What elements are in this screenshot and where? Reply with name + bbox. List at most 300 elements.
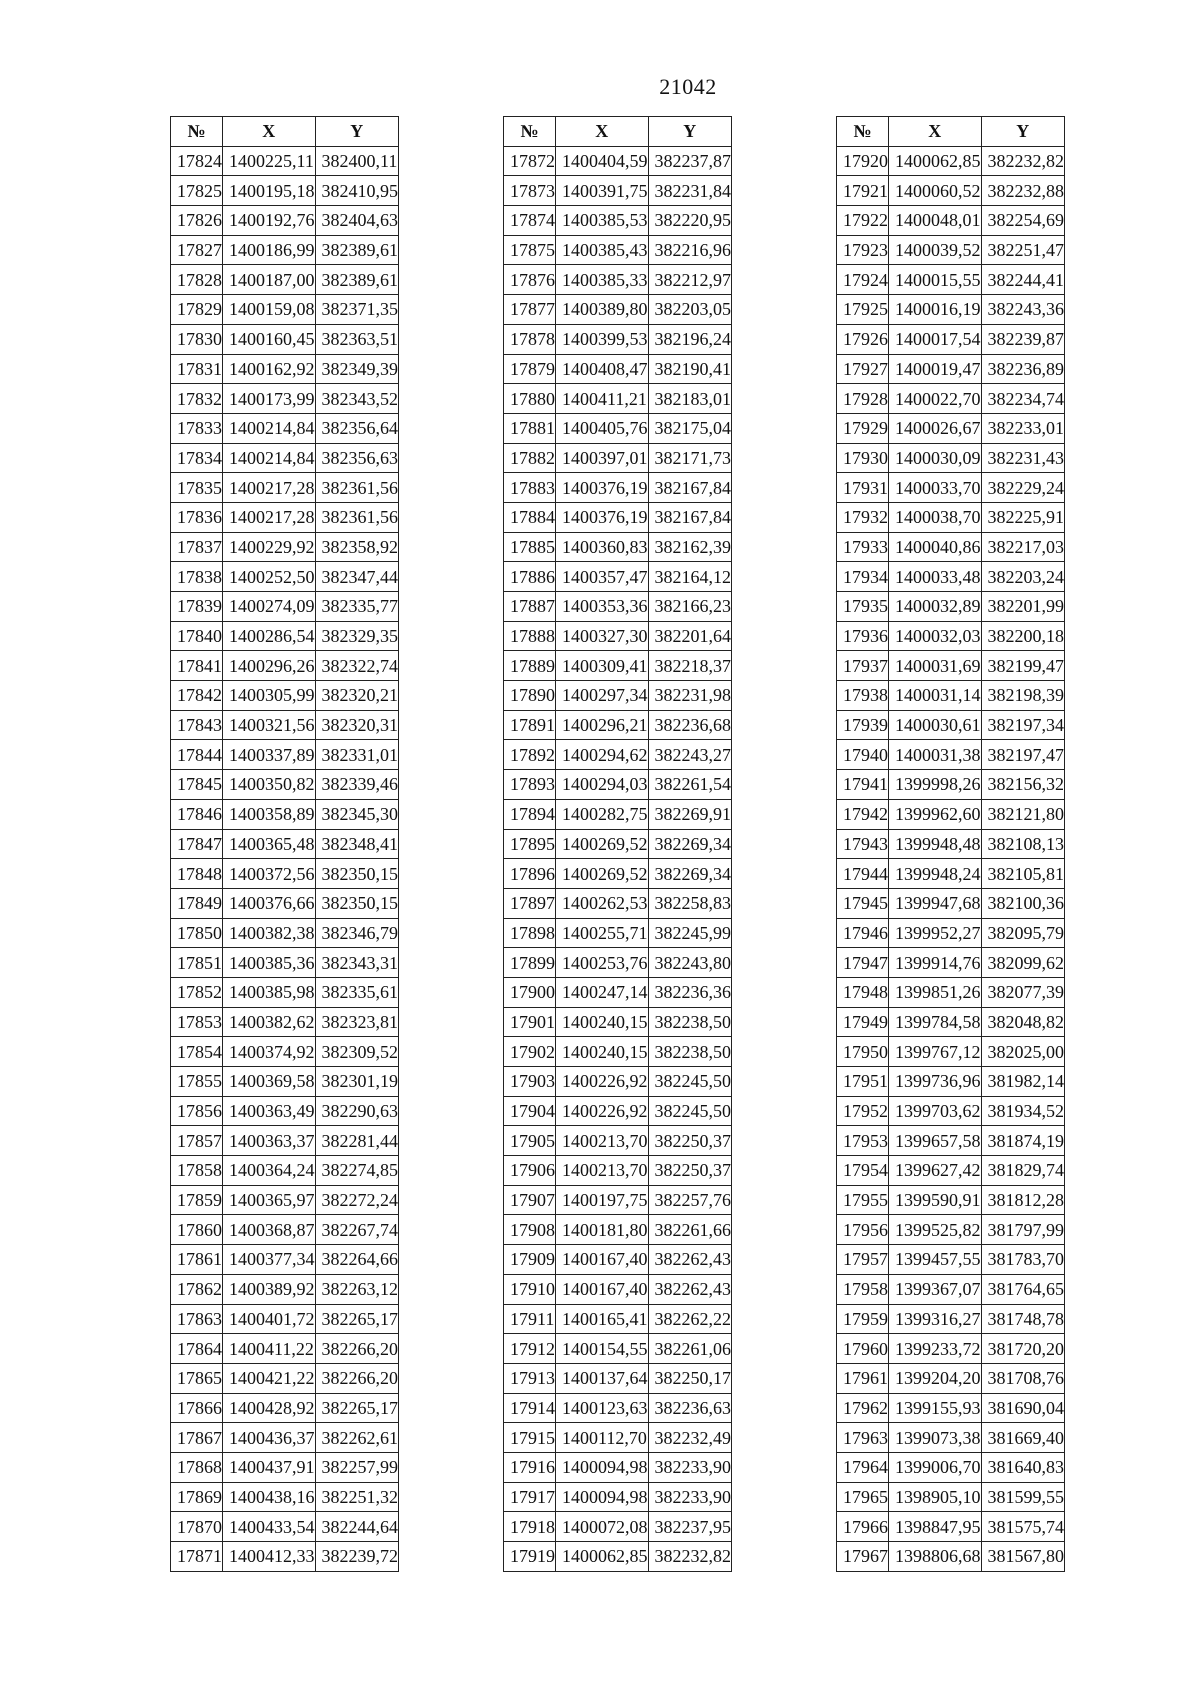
table-row bbox=[504, 1363, 732, 1393]
x-coordinate-cell: 1400385,98 bbox=[223, 977, 316, 1007]
point-number-cell: 17954 bbox=[837, 1156, 889, 1186]
table-row bbox=[171, 740, 399, 770]
x-coordinate-cell: 1400376,66 bbox=[223, 888, 316, 918]
table-row bbox=[171, 1185, 399, 1215]
x-coordinate-cell: 1400296,21 bbox=[556, 710, 649, 740]
point-number-cell: 17921 bbox=[837, 176, 889, 206]
point-number-cell: 17963 bbox=[837, 1423, 889, 1453]
table-row bbox=[171, 1423, 399, 1453]
table-row bbox=[171, 1007, 399, 1037]
y-coordinate-cell: 382197,34 bbox=[981, 710, 1065, 740]
table-row bbox=[504, 829, 732, 859]
x-coordinate-cell: 1400019,47 bbox=[889, 354, 982, 384]
table-row bbox=[171, 443, 399, 473]
table-row bbox=[171, 146, 399, 176]
x-coordinate-cell: 1400358,89 bbox=[223, 799, 316, 829]
x-coordinate-cell: 1399525,82 bbox=[889, 1215, 982, 1245]
x-coordinate-cell: 1400376,19 bbox=[556, 502, 649, 532]
y-coordinate-cell: 382196,24 bbox=[648, 324, 732, 354]
y-coordinate-cell: 381720,20 bbox=[981, 1334, 1065, 1364]
y-coordinate-cell: 382095,79 bbox=[981, 918, 1065, 948]
x-coordinate-cell: 1400031,14 bbox=[889, 681, 982, 711]
table-row bbox=[504, 651, 732, 681]
point-number-cell: 17841 bbox=[171, 651, 223, 681]
point-number-cell: 17966 bbox=[837, 1512, 889, 1542]
point-number-cell: 17893 bbox=[504, 770, 556, 800]
x-coordinate-cell: 1400192,76 bbox=[223, 206, 316, 236]
table-row bbox=[504, 562, 732, 592]
page-number: 21042 bbox=[659, 74, 717, 99]
y-coordinate-cell: 382203,05 bbox=[648, 295, 732, 325]
x-coordinate-cell: 1400016,19 bbox=[889, 295, 982, 325]
y-coordinate-cell: 382339,46 bbox=[315, 770, 399, 800]
x-coordinate-cell: 1400154,55 bbox=[556, 1334, 649, 1364]
point-number-cell: 17866 bbox=[171, 1393, 223, 1423]
table-row bbox=[504, 710, 732, 740]
x-coordinate-cell: 1400412,33 bbox=[223, 1542, 316, 1572]
y-coordinate-cell: 382233,90 bbox=[648, 1482, 732, 1512]
point-number-cell: 17907 bbox=[504, 1185, 556, 1215]
table-row bbox=[504, 502, 732, 532]
table-row bbox=[837, 681, 1065, 711]
x-coordinate-cell: 1400214,84 bbox=[223, 443, 316, 473]
point-number-cell: 17894 bbox=[504, 799, 556, 829]
table-row bbox=[504, 799, 732, 829]
x-coordinate-cell: 1400363,37 bbox=[223, 1126, 316, 1156]
table-row bbox=[504, 1423, 732, 1453]
point-number-cell: 17853 bbox=[171, 1007, 223, 1037]
table-row bbox=[837, 265, 1065, 295]
point-number-cell: 17903 bbox=[504, 1067, 556, 1097]
x-coordinate-cell: 1400327,30 bbox=[556, 621, 649, 651]
y-coordinate-cell: 382301,19 bbox=[315, 1067, 399, 1097]
y-coordinate-cell: 382234,74 bbox=[981, 384, 1065, 414]
point-number-cell: 17878 bbox=[504, 324, 556, 354]
point-number-cell: 17848 bbox=[171, 859, 223, 889]
point-number-cell: 17938 bbox=[837, 681, 889, 711]
y-coordinate-cell: 382356,64 bbox=[315, 413, 399, 443]
x-coordinate-cell: 1399073,38 bbox=[889, 1423, 982, 1453]
point-number-cell: 17880 bbox=[504, 384, 556, 414]
point-number-cell: 17962 bbox=[837, 1393, 889, 1423]
point-number-cell: 17845 bbox=[171, 770, 223, 800]
y-coordinate-cell: 382200,18 bbox=[981, 621, 1065, 651]
table-row bbox=[837, 592, 1065, 622]
table-row bbox=[504, 1156, 732, 1186]
x-coordinate-cell: 1400181,80 bbox=[556, 1215, 649, 1245]
y-coordinate-cell: 382167,84 bbox=[648, 473, 732, 503]
y-coordinate-cell: 382225,91 bbox=[981, 502, 1065, 532]
y-coordinate-cell: 381982,14 bbox=[981, 1067, 1065, 1097]
x-coordinate-cell: 1399627,42 bbox=[889, 1156, 982, 1186]
table-row bbox=[837, 1512, 1065, 1542]
x-coordinate-cell: 1400217,28 bbox=[223, 473, 316, 503]
point-number-cell: 17828 bbox=[171, 265, 223, 295]
table-row bbox=[171, 532, 399, 562]
y-coordinate-cell: 382346,79 bbox=[315, 918, 399, 948]
point-number-cell: 17904 bbox=[504, 1096, 556, 1126]
x-coordinate-cell: 1400213,70 bbox=[556, 1156, 649, 1186]
x-coordinate-cell: 1400363,49 bbox=[223, 1096, 316, 1126]
table-row bbox=[504, 977, 732, 1007]
point-number-cell: 17842 bbox=[171, 681, 223, 711]
point-number-cell: 17830 bbox=[171, 324, 223, 354]
table-row bbox=[504, 621, 732, 651]
y-coordinate-cell: 382232,88 bbox=[981, 176, 1065, 206]
x-coordinate-cell: 1400247,14 bbox=[556, 977, 649, 1007]
y-coordinate-cell: 382250,37 bbox=[648, 1126, 732, 1156]
x-coordinate-cell: 1400397,01 bbox=[556, 443, 649, 473]
column-header-x: X bbox=[889, 117, 982, 147]
point-number-cell: 17964 bbox=[837, 1452, 889, 1482]
x-coordinate-cell: 1399316,27 bbox=[889, 1304, 982, 1334]
table-row bbox=[171, 1215, 399, 1245]
x-coordinate-cell: 1400337,89 bbox=[223, 740, 316, 770]
x-coordinate-cell: 1399947,68 bbox=[889, 888, 982, 918]
y-coordinate-cell: 382262,43 bbox=[648, 1274, 732, 1304]
y-coordinate-cell: 382220,95 bbox=[648, 206, 732, 236]
x-coordinate-cell: 1400039,52 bbox=[889, 235, 982, 265]
y-coordinate-cell: 382236,68 bbox=[648, 710, 732, 740]
y-coordinate-cell: 381764,65 bbox=[981, 1274, 1065, 1304]
y-coordinate-cell: 382164,12 bbox=[648, 562, 732, 592]
point-number-cell: 17869 bbox=[171, 1482, 223, 1512]
point-number-cell: 17937 bbox=[837, 651, 889, 681]
x-coordinate-cell: 1399914,76 bbox=[889, 948, 982, 978]
point-number-cell: 17926 bbox=[837, 324, 889, 354]
y-coordinate-cell: 382269,34 bbox=[648, 829, 732, 859]
table-row bbox=[171, 681, 399, 711]
table-row bbox=[171, 413, 399, 443]
table-row bbox=[837, 948, 1065, 978]
table-row bbox=[504, 1096, 732, 1126]
y-coordinate-cell: 382232,82 bbox=[648, 1542, 732, 1572]
column-header-number: № bbox=[171, 117, 223, 147]
point-number-cell: 17846 bbox=[171, 799, 223, 829]
y-coordinate-cell: 382343,31 bbox=[315, 948, 399, 978]
point-number-cell: 17831 bbox=[171, 354, 223, 384]
table-row bbox=[171, 1542, 399, 1572]
x-coordinate-cell: 1400048,01 bbox=[889, 206, 982, 236]
y-coordinate-cell: 382236,89 bbox=[981, 354, 1065, 384]
point-number-cell: 17945 bbox=[837, 888, 889, 918]
point-number-cell: 17844 bbox=[171, 740, 223, 770]
table-row bbox=[504, 1007, 732, 1037]
y-coordinate-cell: 382238,50 bbox=[648, 1037, 732, 1067]
point-number-cell: 17859 bbox=[171, 1185, 223, 1215]
table-row bbox=[504, 1067, 732, 1097]
x-coordinate-cell: 1399155,93 bbox=[889, 1393, 982, 1423]
table-row bbox=[171, 977, 399, 1007]
table-row bbox=[837, 1096, 1065, 1126]
x-coordinate-cell: 1400282,75 bbox=[556, 799, 649, 829]
x-coordinate-cell: 1400438,16 bbox=[223, 1482, 316, 1512]
x-coordinate-cell: 1400137,64 bbox=[556, 1363, 649, 1393]
y-coordinate-cell: 382236,63 bbox=[648, 1393, 732, 1423]
x-coordinate-cell: 1400030,09 bbox=[889, 443, 982, 473]
column-header-y: Y bbox=[981, 117, 1065, 147]
point-number-cell: 17888 bbox=[504, 621, 556, 651]
table-row bbox=[504, 473, 732, 503]
point-number-cell: 17935 bbox=[837, 592, 889, 622]
y-coordinate-cell: 382281,44 bbox=[315, 1126, 399, 1156]
point-number-cell: 17832 bbox=[171, 384, 223, 414]
point-number-cell: 17951 bbox=[837, 1067, 889, 1097]
table-row bbox=[504, 1393, 732, 1423]
x-coordinate-cell: 1400286,54 bbox=[223, 621, 316, 651]
x-coordinate-cell: 1400186,99 bbox=[223, 235, 316, 265]
point-number-cell: 17861 bbox=[171, 1245, 223, 1275]
y-coordinate-cell: 382343,52 bbox=[315, 384, 399, 414]
point-number-cell: 17867 bbox=[171, 1423, 223, 1453]
table-row bbox=[171, 1126, 399, 1156]
y-coordinate-cell: 382245,99 bbox=[648, 918, 732, 948]
point-number-cell: 17919 bbox=[504, 1542, 556, 1572]
y-coordinate-cell: 382244,64 bbox=[315, 1512, 399, 1542]
point-number-cell: 17913 bbox=[504, 1363, 556, 1393]
x-coordinate-cell: 1400160,45 bbox=[223, 324, 316, 354]
x-coordinate-cell: 1400369,58 bbox=[223, 1067, 316, 1097]
point-number-cell: 17824 bbox=[171, 146, 223, 176]
point-number-cell: 17908 bbox=[504, 1215, 556, 1245]
coordinate-table-3 bbox=[836, 116, 1065, 1572]
point-number-cell: 17825 bbox=[171, 176, 223, 206]
column-header-number: № bbox=[504, 117, 556, 147]
table-row bbox=[171, 621, 399, 651]
x-coordinate-cell: 1400404,59 bbox=[556, 146, 649, 176]
point-number-cell: 17850 bbox=[171, 918, 223, 948]
point-number-cell: 17905 bbox=[504, 1126, 556, 1156]
x-coordinate-cell: 1400401,72 bbox=[223, 1304, 316, 1334]
y-coordinate-cell: 382254,69 bbox=[981, 206, 1065, 236]
table-row bbox=[171, 918, 399, 948]
table-row bbox=[837, 562, 1065, 592]
x-coordinate-cell: 1400072,08 bbox=[556, 1512, 649, 1542]
table-row bbox=[171, 1482, 399, 1512]
y-coordinate-cell: 382233,90 bbox=[648, 1452, 732, 1482]
table-header-row bbox=[171, 117, 399, 147]
table-row bbox=[171, 770, 399, 800]
y-coordinate-cell: 382243,36 bbox=[981, 295, 1065, 325]
point-number-cell: 17957 bbox=[837, 1245, 889, 1275]
y-coordinate-cell: 382238,50 bbox=[648, 1007, 732, 1037]
y-coordinate-cell: 382232,49 bbox=[648, 1423, 732, 1453]
x-coordinate-cell: 1400294,62 bbox=[556, 740, 649, 770]
y-coordinate-cell: 382231,98 bbox=[648, 681, 732, 711]
table-row bbox=[837, 740, 1065, 770]
table-row bbox=[837, 770, 1065, 800]
y-coordinate-cell: 382329,35 bbox=[315, 621, 399, 651]
point-number-cell: 17879 bbox=[504, 354, 556, 384]
table-row bbox=[837, 146, 1065, 176]
point-number-cell: 17911 bbox=[504, 1304, 556, 1334]
point-number-cell: 17960 bbox=[837, 1334, 889, 1364]
x-coordinate-cell: 1400262,53 bbox=[556, 888, 649, 918]
x-coordinate-cell: 1399736,96 bbox=[889, 1067, 982, 1097]
table-row bbox=[171, 235, 399, 265]
x-coordinate-cell: 1400195,18 bbox=[223, 176, 316, 206]
y-coordinate-cell: 381934,52 bbox=[981, 1096, 1065, 1126]
point-number-cell: 17886 bbox=[504, 562, 556, 592]
table-header-row bbox=[837, 117, 1065, 147]
y-coordinate-cell: 382274,85 bbox=[315, 1156, 399, 1186]
y-coordinate-cell: 382262,61 bbox=[315, 1423, 399, 1453]
point-number-cell: 17948 bbox=[837, 977, 889, 1007]
point-number-cell: 17892 bbox=[504, 740, 556, 770]
y-coordinate-cell: 382239,87 bbox=[981, 324, 1065, 354]
y-coordinate-cell: 382250,17 bbox=[648, 1363, 732, 1393]
y-coordinate-cell: 382389,61 bbox=[315, 265, 399, 295]
x-coordinate-cell: 1400033,48 bbox=[889, 562, 982, 592]
y-coordinate-cell: 382269,91 bbox=[648, 799, 732, 829]
table-row bbox=[171, 1452, 399, 1482]
point-number-cell: 17895 bbox=[504, 829, 556, 859]
x-coordinate-cell: 1400269,52 bbox=[556, 859, 649, 889]
table-row bbox=[837, 829, 1065, 859]
x-coordinate-cell: 1400391,75 bbox=[556, 176, 649, 206]
y-coordinate-cell: 382257,99 bbox=[315, 1452, 399, 1482]
x-coordinate-cell: 1400252,50 bbox=[223, 562, 316, 592]
point-number-cell: 17834 bbox=[171, 443, 223, 473]
x-coordinate-cell: 1399204,20 bbox=[889, 1363, 982, 1393]
y-coordinate-cell: 382183,01 bbox=[648, 384, 732, 414]
y-coordinate-cell: 381748,78 bbox=[981, 1304, 1065, 1334]
point-number-cell: 17849 bbox=[171, 888, 223, 918]
y-coordinate-cell: 382262,43 bbox=[648, 1245, 732, 1275]
table-row bbox=[837, 1423, 1065, 1453]
table-row bbox=[504, 918, 732, 948]
x-coordinate-cell: 1400226,92 bbox=[556, 1096, 649, 1126]
table-row bbox=[837, 1185, 1065, 1215]
point-number-cell: 17959 bbox=[837, 1304, 889, 1334]
point-number-cell: 17922 bbox=[837, 206, 889, 236]
table-row bbox=[504, 1274, 732, 1304]
y-coordinate-cell: 382229,24 bbox=[981, 473, 1065, 503]
table-row bbox=[504, 1185, 732, 1215]
point-number-cell: 17887 bbox=[504, 592, 556, 622]
x-coordinate-cell: 1399590,91 bbox=[889, 1185, 982, 1215]
x-coordinate-cell: 1400225,11 bbox=[223, 146, 316, 176]
y-coordinate-cell: 381797,99 bbox=[981, 1215, 1065, 1245]
point-number-cell: 17835 bbox=[171, 473, 223, 503]
x-coordinate-cell: 1400436,37 bbox=[223, 1423, 316, 1453]
y-coordinate-cell: 382323,81 bbox=[315, 1007, 399, 1037]
x-coordinate-cell: 1400433,54 bbox=[223, 1512, 316, 1542]
x-coordinate-cell: 1400229,92 bbox=[223, 532, 316, 562]
table-row bbox=[171, 1512, 399, 1542]
x-coordinate-cell: 1400321,56 bbox=[223, 710, 316, 740]
y-coordinate-cell: 382347,44 bbox=[315, 562, 399, 592]
x-coordinate-cell: 1400382,38 bbox=[223, 918, 316, 948]
x-coordinate-cell: 1400060,52 bbox=[889, 176, 982, 206]
table-row bbox=[837, 1156, 1065, 1186]
x-coordinate-cell: 1400032,89 bbox=[889, 592, 982, 622]
column-header-number: № bbox=[837, 117, 889, 147]
point-number-cell: 17939 bbox=[837, 710, 889, 740]
table-row bbox=[837, 532, 1065, 562]
point-number-cell: 17936 bbox=[837, 621, 889, 651]
x-coordinate-cell: 1400123,63 bbox=[556, 1393, 649, 1423]
y-coordinate-cell: 381690,04 bbox=[981, 1393, 1065, 1423]
point-number-cell: 17933 bbox=[837, 532, 889, 562]
x-coordinate-cell: 1400368,87 bbox=[223, 1215, 316, 1245]
x-coordinate-cell: 1400269,52 bbox=[556, 829, 649, 859]
point-number-cell: 17950 bbox=[837, 1037, 889, 1067]
x-coordinate-cell: 1400297,34 bbox=[556, 681, 649, 711]
table-row bbox=[504, 740, 732, 770]
y-coordinate-cell: 382320,21 bbox=[315, 681, 399, 711]
table-row bbox=[504, 295, 732, 325]
x-coordinate-cell: 1400360,83 bbox=[556, 532, 649, 562]
x-coordinate-cell: 1399952,27 bbox=[889, 918, 982, 948]
y-coordinate-cell: 382356,63 bbox=[315, 443, 399, 473]
table-row bbox=[837, 1542, 1065, 1572]
y-coordinate-cell: 382404,63 bbox=[315, 206, 399, 236]
y-coordinate-cell: 382250,37 bbox=[648, 1156, 732, 1186]
table-row bbox=[837, 502, 1065, 532]
point-number-cell: 17949 bbox=[837, 1007, 889, 1037]
point-number-cell: 17843 bbox=[171, 710, 223, 740]
point-number-cell: 17925 bbox=[837, 295, 889, 325]
x-coordinate-cell: 1400030,61 bbox=[889, 710, 982, 740]
table-row bbox=[504, 324, 732, 354]
y-coordinate-cell: 382335,61 bbox=[315, 977, 399, 1007]
x-coordinate-cell: 1398806,68 bbox=[889, 1542, 982, 1572]
y-coordinate-cell: 382233,01 bbox=[981, 413, 1065, 443]
y-coordinate-cell: 382245,50 bbox=[648, 1096, 732, 1126]
point-number-cell: 17829 bbox=[171, 295, 223, 325]
table-row bbox=[837, 1334, 1065, 1364]
point-number-cell: 17914 bbox=[504, 1393, 556, 1423]
x-coordinate-cell: 1400226,92 bbox=[556, 1067, 649, 1097]
table-row bbox=[171, 1274, 399, 1304]
table-row bbox=[504, 859, 732, 889]
table-row bbox=[837, 354, 1065, 384]
table-row bbox=[171, 1304, 399, 1334]
point-number-cell: 17865 bbox=[171, 1363, 223, 1393]
table-row bbox=[171, 710, 399, 740]
table-header-row bbox=[504, 117, 732, 147]
point-number-cell: 17953 bbox=[837, 1126, 889, 1156]
y-coordinate-cell: 382212,97 bbox=[648, 265, 732, 295]
table-row bbox=[504, 1512, 732, 1542]
table-row bbox=[837, 1126, 1065, 1156]
y-coordinate-cell: 382162,39 bbox=[648, 532, 732, 562]
table-row bbox=[837, 473, 1065, 503]
table-row bbox=[837, 384, 1065, 414]
table-body bbox=[171, 146, 399, 1571]
point-number-cell: 17956 bbox=[837, 1215, 889, 1245]
x-coordinate-cell: 1400309,41 bbox=[556, 651, 649, 681]
x-coordinate-cell: 1400385,36 bbox=[223, 948, 316, 978]
point-number-cell: 17854 bbox=[171, 1037, 223, 1067]
table-row bbox=[171, 562, 399, 592]
table-row bbox=[504, 948, 732, 978]
x-coordinate-cell: 1400294,03 bbox=[556, 770, 649, 800]
point-number-cell: 17932 bbox=[837, 502, 889, 532]
table-row bbox=[504, 592, 732, 622]
table-body bbox=[837, 146, 1065, 1571]
point-number-cell: 17872 bbox=[504, 146, 556, 176]
table-row bbox=[171, 176, 399, 206]
y-coordinate-cell: 382236,36 bbox=[648, 977, 732, 1007]
point-number-cell: 17920 bbox=[837, 146, 889, 176]
table-row bbox=[837, 176, 1065, 206]
x-coordinate-cell: 1400032,03 bbox=[889, 621, 982, 651]
point-number-cell: 17928 bbox=[837, 384, 889, 414]
table-row bbox=[171, 859, 399, 889]
x-coordinate-cell: 1400385,53 bbox=[556, 206, 649, 236]
